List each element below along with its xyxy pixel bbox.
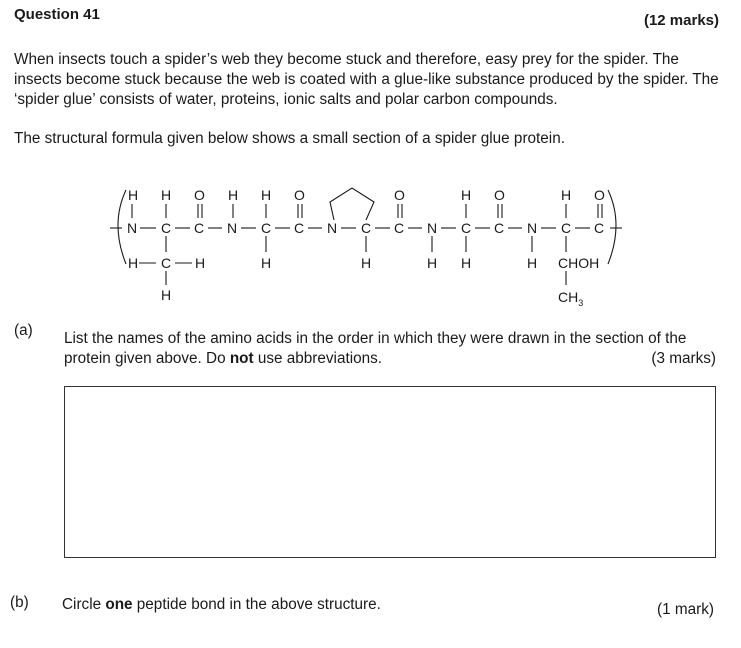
proline-ring (330, 188, 374, 220)
atom-c: C (594, 220, 605, 236)
atom-n: N (127, 220, 138, 236)
atom-h: H (128, 255, 139, 271)
atom-c: C (461, 220, 472, 236)
part-a-text: List the names of the amino acids in the order in which they were drawn in the section of the protein given above. Do not use abbreviations. (64, 330, 687, 367)
atom-h: H (228, 187, 239, 203)
atom-h: H (161, 187, 172, 203)
atom-n: N (527, 220, 538, 236)
atom-c: C (161, 220, 172, 236)
question-marks: (12 marks) (643, 12, 719, 29)
atom-n: N (227, 220, 238, 236)
intro-paragraph: When insects touch a spider’s web they become stuck and therefore, easy prey for the spider. The insects become stuck because the web is coated with a glue-like substance produced by the spider. The ‘spider glue’ consists of water, proteins, ionic salts and polar carbon compounds. (14, 51, 719, 108)
atom-n: N (327, 220, 338, 236)
atom-h: H (361, 255, 372, 271)
part-a-marks: (3 marks) (651, 350, 716, 367)
atom-c: C (161, 255, 172, 271)
atom-chohl: CHOH (558, 255, 600, 271)
atom-c: C (194, 220, 205, 236)
atom-h: H (261, 255, 272, 271)
part-a-label: (a) (14, 322, 33, 339)
atom-c: C (361, 220, 372, 236)
atom-h: H (161, 287, 172, 303)
part-b-label: (b) (10, 594, 29, 611)
atom-c: C (294, 220, 305, 236)
atom-h: H (427, 255, 438, 271)
atom-n: N (427, 220, 438, 236)
structural-formula (108, 184, 628, 314)
atom-c: C (261, 220, 272, 236)
atom-h: H (261, 187, 272, 203)
atom-h: H (527, 255, 538, 271)
answer-box-a[interactable] (64, 386, 716, 558)
atom-c: C (394, 220, 405, 236)
atom-o: O (294, 187, 305, 203)
left-bracket (118, 190, 126, 264)
formula-caption: The structural formula given below shows a small section of a spider glue protein. (14, 130, 565, 147)
atom-ch3: $CH_3$ (558, 289, 584, 308)
part-b-text: Circle one peptide bond in the above structure. (62, 596, 381, 613)
atom-o: O (594, 187, 605, 203)
atom-c: C (561, 220, 572, 236)
part-b-marks: (1 mark) (657, 601, 714, 618)
question-title: Question 41 (14, 6, 100, 23)
atom-o: O (494, 187, 505, 203)
atom-h: H (561, 187, 572, 203)
atom-h: H (128, 187, 139, 203)
atom-o: O (194, 187, 205, 203)
atom-h: H (195, 255, 206, 271)
atom-o: O (394, 187, 405, 203)
atom-c: C (494, 220, 505, 236)
atom-h: H (461, 255, 472, 271)
atom-h: H (461, 187, 472, 203)
right-bracket (608, 190, 616, 264)
